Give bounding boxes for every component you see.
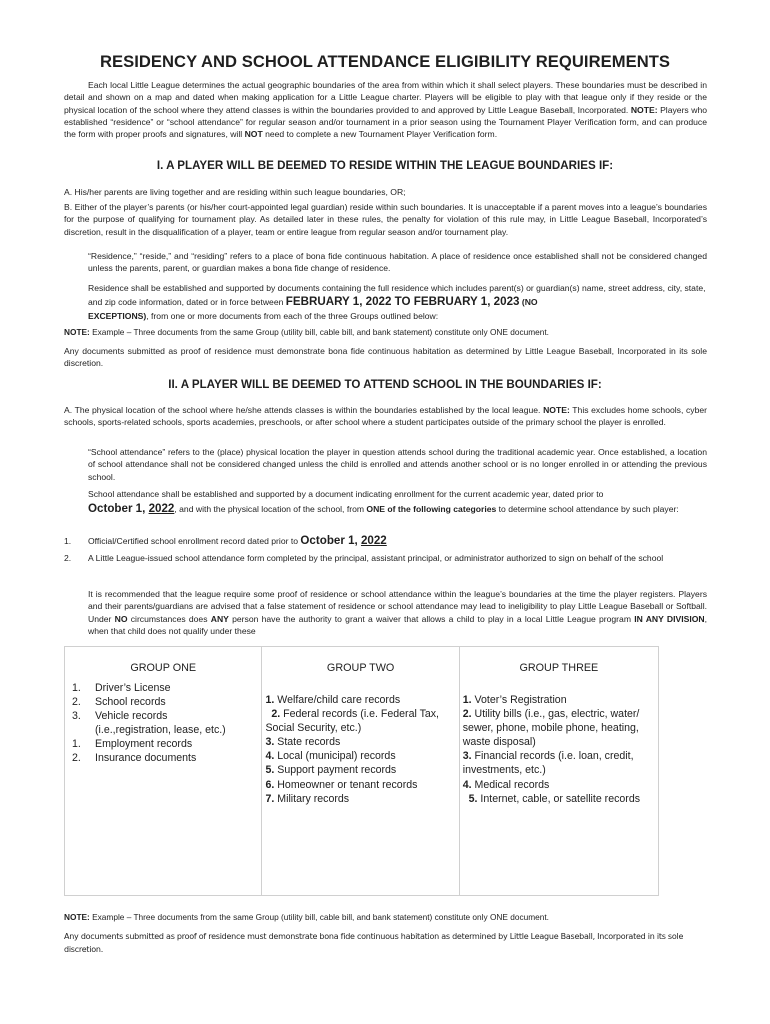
footer-proof: Any documents submitted as proof of residence must demonstrate bona fide continuous habitation as determined by Little League Baseball, Incorporated in its sole discretion. — [64, 932, 684, 954]
section-1-item-a: A. His/her parents are living together and are residing within such league boundaries, OR; — [64, 187, 406, 197]
section-1-note: NOTE: Example – Three documents from the same Group (utility bill, cable bill, and bank statement) constitute only ONE document. — [64, 327, 549, 337]
list-item: 7. Military records — [265, 792, 350, 805]
group-two-cell — [262, 647, 459, 896]
list-item: 5. Support payment records — [265, 764, 397, 777]
date-range: FEBRUARY 1, 2022 TO FEBRUARY 1, 2023 — [285, 295, 520, 309]
group-one-header: GROUP ONE — [130, 662, 197, 674]
list-item: 1. Welfare/child care records — [265, 694, 401, 706]
list-item: 2. School records — [72, 696, 166, 709]
intro-paragraph: Each local Little League determines the actual geographic boundaries of the area from within which it shall select players. These boundaries must be described in detail and shown on a map and dated when making application for a Little League charter. Players will be eligible to play with that league only if they reside or the physical location of the school where they attend classes is within the boundaries provided to and approved by Little League Baseball, Incorporated. NOTE: Players who established “residence” or “school attendance” for regular season and/or tournament in a prior season using the Tournament Player Verification form, and can produce the form with proper proofs and signatures, will NOT need to complete a new Tournament Player Verification form. — [64, 80, 707, 140]
list-item: 2. Utility bills (i.e., gas, electric, water/ sewer, phone, mobile phone, heating, waste disposal) — [462, 708, 640, 749]
section-2-item-a: A. The physical location of the school where he/she attends classes is within the boundaries established by the local league. NOTE: This excludes home schools, cyber schools, sports-related schools, sports academies, preschools, or after school where a student participates outside of the primary school the player is enrolled. — [64, 405, 707, 428]
list-item: 4. Local (municipal) records — [265, 750, 396, 763]
section-1-proof: Any documents submitted as proof of residence must demonstrate bona fide continuous habitation as determined by Little League Baseball, Incorporated in its sole discretion. — [64, 346, 707, 369]
list-item: 3. Financial records (i.e. loan, credit, investments, etc.) — [462, 750, 634, 777]
footer-note: NOTE: Example – Three documents from the same Group (utility bill, cable bill, and bank statement) constitute only ONE document. — [64, 912, 549, 922]
list-item: (i.e.,registration, lease, etc.) — [95, 724, 226, 737]
list-item: 1. Employment records — [72, 738, 193, 751]
list-item: 2. Insurance documents — [72, 752, 197, 765]
recommendation-paragraph: It is recommended that the league require some proof of residence or school attendance within the league’s boundaries at the time the player registers. Players and their parents/guardians are advised that a false statement of residence or school attendance may lead to ineligibility to play Little League Baseball or Softball. Under NO circumstances does ANY person have the authority to grant a waiver that allows a child to play in a local Little League program IN ANY DIVISION, when that child does not qualify under these — [88, 589, 708, 636]
list-item: 6. Homeowner or tenant records — [265, 778, 418, 791]
group-two-header: GROUP TWO — [326, 662, 395, 674]
section-1-heading: I. A PLAYER WILL BE DEEMED TO RESIDE WITHIN THE LEAGUE BOUNDARIES IF: — [156, 159, 614, 172]
school-attendance-definition: “School attendance” refers to the (place) physical location the player in question attends school during the traditional academic year. Once established, a location of school attendance shall not be considered changed unless the child is enrolled and attends another school or is no longer enrolled in or attending the previous school. — [88, 447, 707, 482]
group-one-cell — [65, 647, 262, 896]
school-documents-paragraph: School attendance shall be established and supported by a document indicating enrollment for the current academic year, dated prior to October 1, 2022, and with the physical location of the school, from ONE of the following categories to determine school attendance by such player: — [88, 489, 679, 515]
residence-definition: “Residence,” “reside,” and “residing” refers to a place of bona fide continuous habitation. A place of residence once established shall not be considered changed unless the parents, parent, or guardian makes a bona fide change of residence. — [88, 251, 707, 274]
list-item: 1. Voter’s Registration — [462, 694, 567, 706]
list-item: 3. Vehicle records — [72, 710, 168, 723]
page-title: RESIDENCY AND SCHOOL ATTENDANCE ELIGIBILITY REQUIREMENTS — [99, 52, 671, 71]
list-item: 3. State records — [265, 736, 341, 749]
list-item: 4. Medical records — [462, 778, 550, 791]
list-item: 1. Driver’s License — [72, 682, 171, 694]
list-item: 2. Federal records (i.e. Federal Tax, Social Security, etc.) — [265, 708, 439, 735]
group-three-list — [460, 675, 658, 806]
section-1-item-b: B. Either of the player’s parents (or his/her court-appointed legal guardian) reside within such boundaries. It is unacceptable if a parent moves into a league’s boundaries for the purpose of qualifying for tournament play. As detailed later in these rules, the penalty for violation of this rule may, in Little League Baseball, Incorporated’s discretion, result in the disqualification of a player, team or entire league from regular season and/or tournament play. — [64, 202, 707, 237]
group-two-list — [262, 675, 458, 806]
group-one-list — [65, 681, 261, 766]
document-page: RESIDENCY AND SCHOOL ATTENDANCE ELIGIBILITY REQUIREMENTS Each local Little League determines the actual geographic boundaries of the area from within which it shall select players. These boundaries must be described in detail and shown on a map and dated when making application for a Little League charter. Players will be eligible to play with that league only if they reside or the physical location of the school where they attend classes is within the boundaries provided to and approved by Little League Baseball, Incorporated. NOTE: Players who established “residence” or “school attendance” for regular season and/or tournament in a prior season using the Tournament Player Verification form, and can produce the form with proper proofs and signatures, will NOT need to complete a new Tournament Player Verification form. I. A PLAYER WILL BE DEEMED TO RESIDE WITHIN THE LEAGUE BOUNDARIES IF: A. His/her parents are living together and are residing within such league boundaries, OR; B. Either of the player’s parents (or his/her court-appointed legal guardian) reside within such boundaries. It is unacceptable if a parent moves into a league’s boundaries for the purpose of qualifying for tournament play. As detailed later in these rules, the penalty for violation of this rule may, in Little League Baseball, Incorporated’s discretion, result in the disqualification of a player, team or entire league from regular season and/or tournament play. “Residence,” “reside,” and “residing” refers to a place of bona fide continuous habitation. A place of residence once established shall not be considered changed unless the parents, parent, or guardian makes a bona fide change of residence. Residence shall be established and supported by documents containing the full residence which includes parent(s) or guardian(s) name, street address, city, state, and zip code information, dated or in force between FEBRUARY 1, 2022 TO FEBRUARY 1, 2023 (NO EXCEPTIONS), from one or more documents from each of the three Groups outlined below: NOTE: Example – Three documents from the same Group (utility bill, cable bill, and bank statement) constitute only ONE document. Any documents submitted as proof of residence must demonstrate bona fide continuous habitation as determined by Little League Baseball, Incorporated in its sole discretion. II. A PLAYER WILL BE DEEMED TO ATTEND SCHOOL IN THE BOUNDARIES IF: A. The physical location of the school where he/she attends classes is within the boundaries established by the local league. NOTE: This excludes home schools, cyber schools, sports-related schools, sports academies, preschools, or after school where a student participates outside of the primary school the player is enrolled. “School attendance” refers to the (place) physical location the player in question attends school during the traditional academic year. Once established, a location of school attendance shall not be considered changed unless the child is enrolled and attends another school or is no longer enrolled in or attending the previous school. School attendance shall be established and supported by a document indicating enrollment for the current academic year, dated prior to October 1, 2022, and with the physical location of the school, from ONE of the following categories to determine school attendance by such player: 1. Official/Certified school enrollment record dated prior to October 1, 2022 2. A Little League-issued school attendance form completed by the principal, assistant principal, or administrator authorized to sign on behalf of the school It is recommended that the league require some proof of residence or school attendance within the league’s boundaries at the time the player registers. Players and their parents/guardians are advised that a false statement of residence or school attendance may lead to ineligibility to play Little League Baseball or Softball. Under NO circumstances does ANY person have the authority to grant a waiver that allows a child to play in a local Little League program IN ANY DIVISION, when that child does not qualify under these GROUP ONE 1. Driver’s License 2. School records 3. Vehicle records (i.e.,registration, lease, etc.) 1. Employment records 2. Insurance documents GROUP TWO 1. Welfare/child care records 2. Federal records (i.e. Federal Tax, Social Security, etc.) 3. State records 4. Local (municipal) records 5. Support payment records 6. Homeowner or tenant records 7. Military records GROUP THREE 1. Voter’s Registration 2. Utility bills (i.e., gas, electric, water/ sewer, phone, mobile phone, heating, waste disposal) 3. Financial records (i.e. loan, credit, investments, etc.) 4. Medical records 5. Internet, cable, or satellite records NOTE: Example – Three documents from the same Group (utility bill, cable bill, and bank statement) constitute only ONE document. Any documents submitted as proof of residence must demonstrate bona fide continuous habitation as determined by Little League Baseball, Incorporated in its sole discretion. — [0, 0, 770, 1024]
list-item: 5. Internet, cable, or satellite records — [465, 792, 641, 805]
document-groups-table — [64, 646, 659, 896]
group-three-cell — [459, 647, 658, 896]
group-three-header: GROUP THREE — [519, 662, 599, 674]
residence-documents-paragraph: Residence shall be established and supported by documents containing the full residence which includes parent(s) or guardian(s) name, street address, city, state, and zip code information, dated or in force between FEBRUARY 1, 2022 TO FEBRUARY 1, 2023 (NO EXCEPTIONS), from one or more documents from each of the three Groups outlined below: — [88, 283, 706, 322]
section-2-heading: II. A PLAYER WILL BE DEEMED TO ATTEND SCHOOL IN THE BOUNDARIES IF: — [168, 378, 602, 391]
